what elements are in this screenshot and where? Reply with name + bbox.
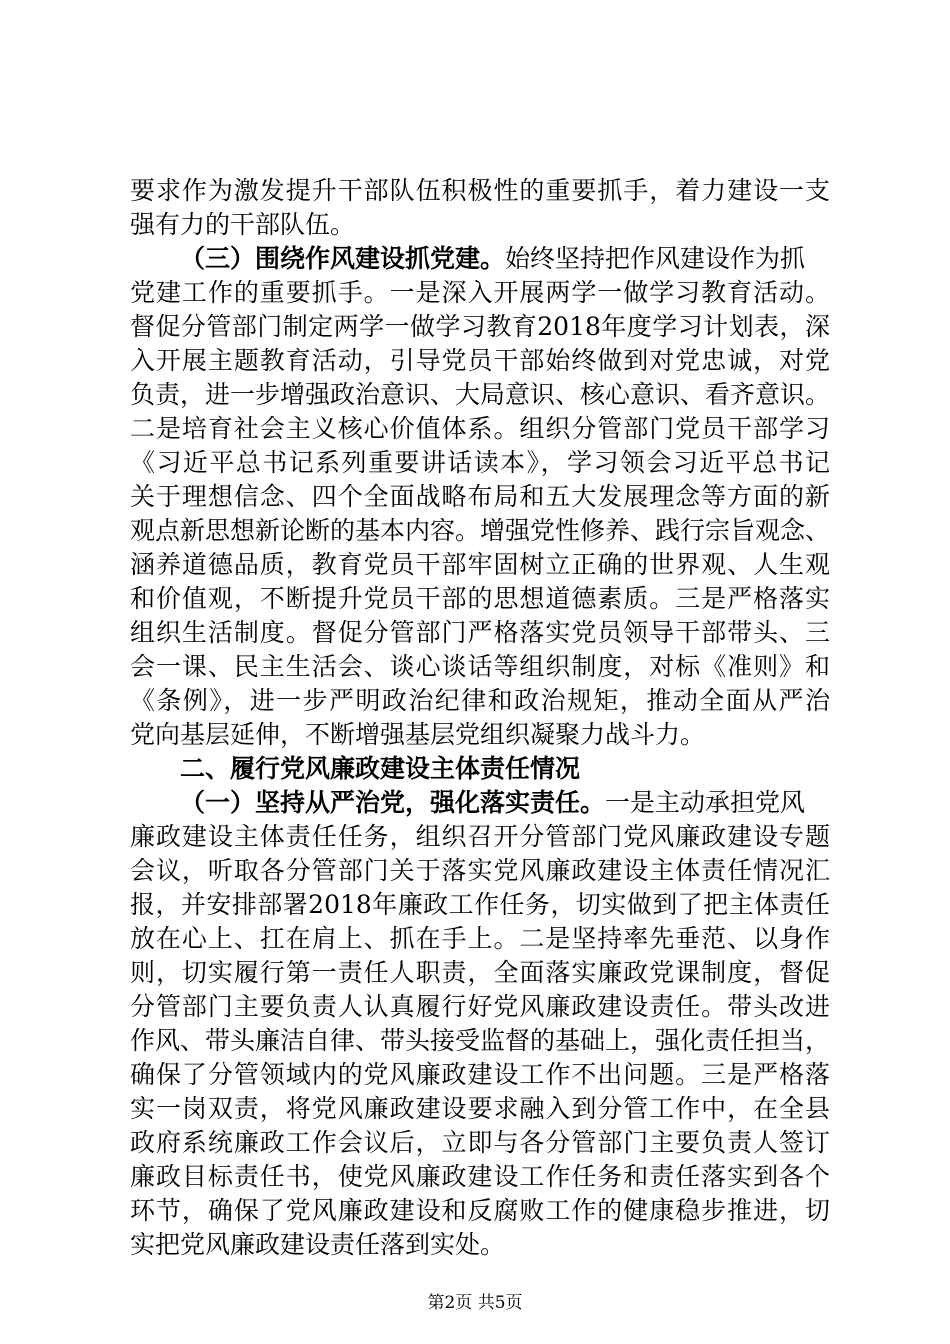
- text-line: 则，切实履行第一责任人职责，全面落实廉政党课制度，督促: [130, 958, 830, 987]
- text-line: 确保了分管领域内的党风廉政建设工作不出问题。三是严格落: [130, 1060, 830, 1089]
- paragraph-heading: （三）围绕作风建设抓党建。: [180, 244, 506, 273]
- text-line: 要求作为激发提升干部队伍积极性的重要抓手，着力建设一支: [130, 176, 830, 205]
- text-line: 政府系统廉政工作会议后，立即与各分管部门主要负责人签订: [130, 1128, 830, 1157]
- text-line: 放在心上、扛在肩上、抓在手上。二是坚持率先垂范、以身作: [130, 924, 830, 953]
- text-line: 二是培育社会主义核心价值体系。组织分管部门党员干部学习: [130, 414, 830, 443]
- text-line: 组织生活制度。督促分管部门严格落实党员领导干部带头、三: [130, 618, 830, 647]
- text-line: 涵养道德品质，教育党员干部牢固树立正确的世界观、人生观: [130, 550, 830, 579]
- text-line: 入开展主题教育活动，引导党员干部始终做到对党忠诚，对党: [130, 346, 830, 375]
- text-line: 报，并安排部署2018年廉政工作任务，切实做到了把主体责任: [130, 890, 830, 919]
- page-footer: 第2页 共5页: [427, 1293, 523, 1313]
- text-line: 《习近平总书记系列重要讲话读本》，学习领会习近平总书记: [130, 448, 830, 477]
- text-line: 会一课、民主生活会、谈心谈话等组织制度，对标《准则》和: [130, 652, 830, 681]
- paragraph-text: 始终坚持把作风建设作为抓: [505, 244, 806, 273]
- text-line: 廉政建设主体责任任务，组织召开分管部门党风廉政建设专题: [130, 822, 830, 851]
- text-line: 党向基层延伸，不断增强基层党组织凝聚力战斗力。: [130, 720, 706, 749]
- text-line: 实把党风廉政建设责任落到实处。: [130, 1230, 506, 1259]
- text-line: 廉政目标责任书，使党风廉政建设工作任务和责任落实到各个: [130, 1162, 830, 1191]
- text-line: 观点新思想新论断的基本内容。增强党性修养、践行宗旨观念、: [130, 516, 831, 545]
- paragraph-heading: （一）坚持从严治党，强化落实责任。: [180, 788, 606, 817]
- text-line: 环节，确保了党风廉政建设和反腐败工作的健康稳步推进，切: [130, 1196, 830, 1225]
- text-line: 督促分管部门制定两学一做学习教育2018年度学习计划表，深: [130, 312, 830, 341]
- text-line: 作风、带头廉洁自律、带头接受监督的基础上，强化责任担当，: [130, 1026, 831, 1055]
- paragraph-heading-line: [180, 242, 830, 276]
- section-heading: 二、履行党风廉政建设主体责任情况: [180, 754, 581, 783]
- text-line: 《条例》，进一步严明政治纪律和政治规矩，推动全面从严治: [130, 686, 830, 715]
- paragraph-text: 一是主动承担党风: [605, 788, 806, 817]
- text-line: 会议，听取各分管部门关于落实党风廉政建设主体责任情况汇: [130, 856, 830, 885]
- text-line: 党建工作的重要抓手。一是深入开展两学一做学习教育活动。: [130, 278, 830, 307]
- text-line: 强有力的干部队伍。: [130, 210, 356, 239]
- text-line: 和价值观，不断提升党员干部的思想道德素质。三是严格落实: [130, 584, 830, 613]
- text-line: 负责，进一步增强政治意识、大局意识、核心意识、看齐意识。: [130, 380, 831, 409]
- text-line: 实一岗双责，将党风廉政建设要求融入到分管工作中，在全县: [130, 1094, 830, 1123]
- text-line: 分管部门主要负责人认真履行好党风廉政建设责任。带头改进: [130, 992, 830, 1021]
- paragraph-heading-line: [180, 786, 830, 820]
- text-line: 关于理想信念、四个全面战略布局和五大发展理念等方面的新: [130, 482, 830, 511]
